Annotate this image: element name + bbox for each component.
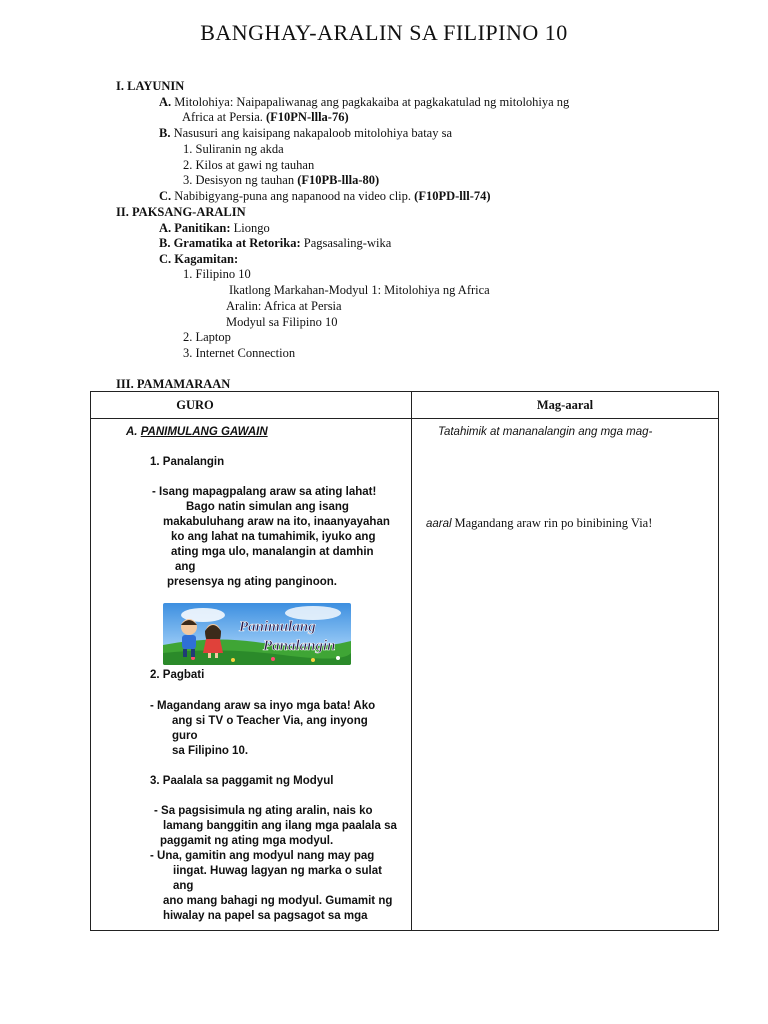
panalangin-line: makabuluhang araw na ito, inaanyayahan <box>163 516 390 528</box>
layunin-b-item-3 <box>183 173 379 187</box>
kagamitan-item-3: 3. Internet Connection <box>183 346 296 360</box>
table-row <box>91 419 719 931</box>
paalala-line: ang <box>173 880 194 892</box>
paalala-line: - Sa pagsisimula ng ating aralin, nais ko <box>154 805 373 817</box>
panalangin-line: ating mga ulo, manalangin at damhin <box>171 546 374 558</box>
svg-text:Panimulang: Panimulang <box>239 619 316 635</box>
panalangin-line: presensya ng ating panginoon. <box>167 576 337 588</box>
pagbati-line: ang si TV o Teacher Via, ang inyong <box>172 715 368 727</box>
layunin-heading: I. LAYUNIN <box>116 79 185 93</box>
layunin-c <box>159 189 491 203</box>
table-header-row <box>91 392 719 419</box>
layunin-a-text: Mitolohiya: Naipapaliwanag ang pagkakaiba at pagkakatulad ng mitolohiya ng <box>174 95 570 109</box>
layunin-b <box>159 126 452 140</box>
layunin-c-code: (F10PD-lll-74) <box>414 189 491 203</box>
panalangin-line: ang <box>175 561 196 573</box>
panitikan-value: Liongo <box>233 221 270 235</box>
magaaral-response-1: Tatahimik at mananalangin ang mga mag- <box>438 426 653 438</box>
layunin-a-code: (F10PN-llla-76) <box>266 110 349 124</box>
panimulang-panalangin-banner <box>163 603 351 665</box>
page-title: BANGHAY-ARALIN SA FILIPINO 10 <box>200 20 568 45</box>
panalangin-heading: 1. Panalangin <box>150 456 225 468</box>
layunin-b-item-2: 2. Kilos at gawi ng tauhan <box>183 158 315 172</box>
paalala-line: iingat. Huwag lagyan ng marka o sulat <box>173 865 382 877</box>
layunin-a-text-2: Africa at Persia. <box>182 110 263 124</box>
paksang-aralin-a <box>159 221 270 235</box>
svg-text:Panalangin: Panalangin <box>263 638 336 654</box>
section-a-heading <box>126 425 268 439</box>
paalala-heading: 3. Paalala sa paggamit ng Modyul <box>150 775 334 787</box>
layunin-a <box>159 95 569 109</box>
kagamitan-item-1-sub-2: Aralin: Africa at Persia <box>226 299 342 313</box>
layunin-b-label: B. <box>159 126 171 140</box>
panitikan-label: A. Panitikan: <box>159 221 231 235</box>
paalala-line: - Una, gamitin ang modyul nang may pag <box>150 850 375 862</box>
guro-cell <box>91 419 412 931</box>
gramatika-label: B. Gramatika at Retorika: <box>159 236 301 250</box>
paalala-line: paggamit ng ating mga modyul. <box>160 835 334 847</box>
layunin-b-item-3-text: 3. Desisyon ng tauhan <box>183 173 295 187</box>
layunin-c-label: C. <box>159 189 172 203</box>
magaaral-response-2-italic: aaral <box>426 518 452 530</box>
section-a-label: A. <box>126 426 138 438</box>
kagamitan-item-2: 2. Laptop <box>183 330 231 344</box>
panalangin-line: Bago natin simulan ang isang <box>186 501 349 513</box>
kagamitan-item-1-sub-3: Modyul sa Filipino 10 <box>226 315 338 329</box>
paksang-aralin-b <box>159 236 391 250</box>
paalala-line: lamang banggitin ang ilang mga paalala sa <box>163 820 397 832</box>
col-guro-header: GURO <box>91 392 412 419</box>
pamamaraan-table <box>90 391 719 931</box>
layunin-b-item-1: 1. Suliranin ng akda <box>183 142 284 156</box>
pagbati-heading: 2. Pagbati <box>150 669 205 681</box>
gramatika-value: Pagsasaling-wika <box>303 236 392 250</box>
panalangin-line: ko ang lahat na tumahimik, iyuko ang <box>171 531 376 543</box>
kagamitan-item-1: 1. Filipino 10 <box>183 267 251 281</box>
kagamitan-label: C. Kagamitan: <box>159 252 239 266</box>
panalangin-line: - Isang mapagpalang araw sa ating lahat! <box>152 486 377 498</box>
layunin-b-text: Nasusuri ang kaisipang nakapaloob mitolohiya batay sa <box>173 126 452 140</box>
section-a-title: PANIMULANG GAWAIN <box>140 426 268 438</box>
layunin-b-code: (F10PB-llla-80) <box>297 173 380 187</box>
pamamaraan-heading: III. PAMAMARAAN <box>116 377 231 391</box>
paksang-aralin-heading: II. PAKSANG-ARALIN <box>116 205 246 219</box>
kagamitan-item-1-sub-1: Ikatlong Markahan-Modyul 1: Mitolohiya ng Africa <box>229 283 490 297</box>
pagbati-line: guro <box>172 730 198 742</box>
magaaral-response-2 <box>426 516 652 531</box>
magaaral-response-2-text: Magandang araw rin po binibining Via! <box>454 516 653 530</box>
pagbati-line: sa Filipino 10. <box>172 745 249 757</box>
layunin-a-label: A. <box>159 95 172 109</box>
pagbati-line: - Magandang araw sa inyo mga bata! Ako <box>150 700 376 712</box>
paalala-line: ano mang bahagi ng modyul. Gumamit ng <box>163 895 393 907</box>
col-magaaral-header: Mag-aaral <box>412 392 719 419</box>
layunin-a-cont <box>182 110 349 124</box>
magaaral-cell <box>412 419 719 931</box>
layunin-c-text: Nabibigyang-puna ang napanood na video clip. <box>174 189 412 203</box>
paalala-line: hiwalay na papel sa pagsagot sa mga <box>163 910 368 922</box>
